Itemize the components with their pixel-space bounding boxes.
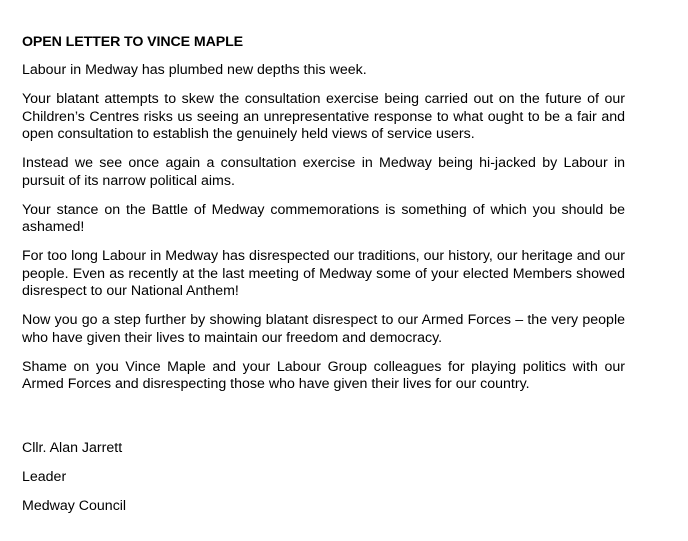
letter-body [22, 33, 625, 394]
paragraph-7: Shame on you Vince Maple and your Labour Group colleagues for playing politics with our Armed Forces and disrespecting those who have given their lives for our country. [22, 358, 625, 392]
signatory-organisation: Medway Council [22, 498, 127, 514]
signatory-name: Cllr. Alan Jarrett [22, 440, 123, 456]
paragraph-3: Instead we see once again a consultation exercise in Medway being hi-jacked by Labour in pursuit of its narrow political aims. [22, 155, 625, 189]
signature-block [22, 440, 126, 527]
signatory-role: Leader [22, 469, 67, 485]
paragraph-4: Your stance on the Battle of Medway commemorations is something of which you should be ashamed! [22, 201, 625, 235]
paragraph-6: Now you go a step further by showing blatant disrespect to our Armed Forces – the very people who have given their lives to maintain our freedom and democracy. [22, 312, 625, 346]
paragraph-5: For too long Labour in Medway has disrespected our traditions, our history, our heritage and our people. Even as recently at the last meeting of Medway some of your elected Members showed disrespect to our National Anthem! [22, 248, 625, 299]
letter-title: OPEN LETTER TO VINCE MAPLE [22, 34, 244, 50]
paragraph-2: Your blatant attempts to skew the consultation exercise being carried out on the future of our Children’s Centres risks us seeing an unrepresentative response to what ought to be a fair and open consultation to establish the genuinely held views of service users. [22, 91, 625, 142]
paragraph-1: Labour in Medway has plumbed new depths this week. [22, 62, 367, 78]
